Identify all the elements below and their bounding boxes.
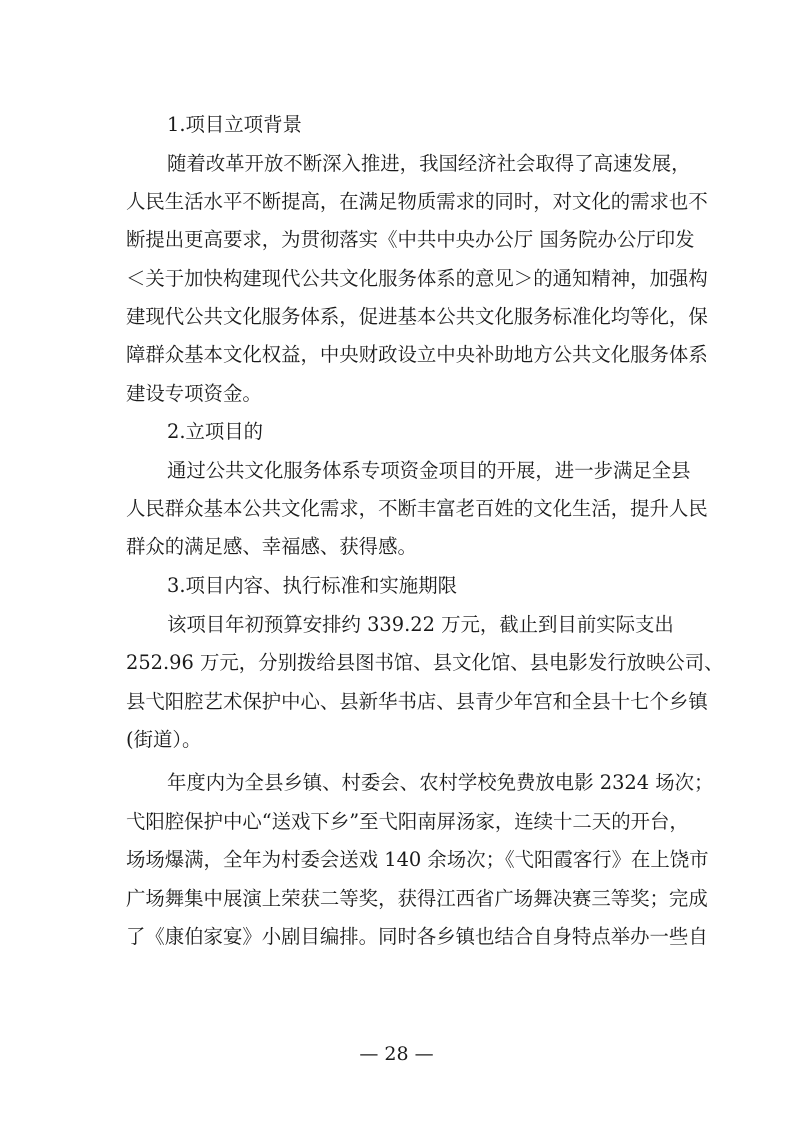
paragraph-line: 弋阳腔保护中心“送戏下乡”至弋阳南屏汤家，连续十二天的开台， (126, 810, 689, 833)
paragraph-line: 建现代公共文化服务体系，促进基本公共文化服务标准化均等化，保 (126, 305, 708, 328)
paragraph-line: 群众的满足感、幸福感、获得感。 (126, 535, 417, 558)
paragraph-line: 252.96 万元，分别拨给县图书馆、县文化馆、县电影发行放映公司、 (126, 651, 724, 674)
paragraph-line: 人民生活水平不断提高，在满足物质需求的同时，对文化的需求也不 (126, 190, 708, 213)
paragraph-line: 年度内为全县乡镇、村委会、农村学校免费放电影 2324 场次； (167, 771, 714, 794)
paragraph-line: 障群众基本文化权益，中央财政设立中央补助地方公共文化服务体系 (126, 343, 708, 366)
paragraph-line: ＜关于加快构建现代公共文化服务体系的意见＞的通知精神，加强构 (126, 267, 708, 290)
paragraph-line: 随着改革开放不断深入推进，我国经济社会取得了高速发展， (167, 152, 691, 175)
paragraph-line: 了《康伯家宴》小剧目编排。同时各乡镇也结合自身特点举办一些自 (126, 925, 708, 948)
section-heading: 2.立项目的 (167, 420, 264, 443)
section-heading: 1.项目立项背景 (167, 113, 302, 136)
paragraph-line: 该项目年初预算安排约 339.22 万元，截止到目前实际支出 (167, 613, 674, 636)
paragraph-line: 县弋阳腔艺术保护中心、县新华书店、县青少年宫和全县十七个乡镇 (126, 690, 708, 713)
section-heading: 3.项目内容、执行标准和实施期限 (167, 574, 457, 597)
paragraph-line: (街道）。 (126, 728, 202, 751)
paragraph-line: 人民群众基本公共文化需求，不断丰富老百姓的文化生活，提升人民 (126, 497, 708, 520)
paragraph-line: 场场爆满，全年为村委会送戏 140 余场次；《弋阳霞客行》在上饶市 (126, 848, 709, 871)
page-number: — 28 — (359, 1043, 434, 1065)
paragraph-line: 广场舞集中展演上荣获二等奖，获得江西省广场舞决赛三等奖；完成 (126, 887, 708, 910)
paragraph-line: 断提出更高要求，为贯彻落实《中共中央办公厅 国务院办公厅印发 (126, 228, 695, 251)
paragraph-line: 建设专项资金。 (126, 382, 262, 405)
paragraph-line: 通过公共文化服务体系专项资金项目的开展，进一步满足全县 (167, 459, 691, 482)
